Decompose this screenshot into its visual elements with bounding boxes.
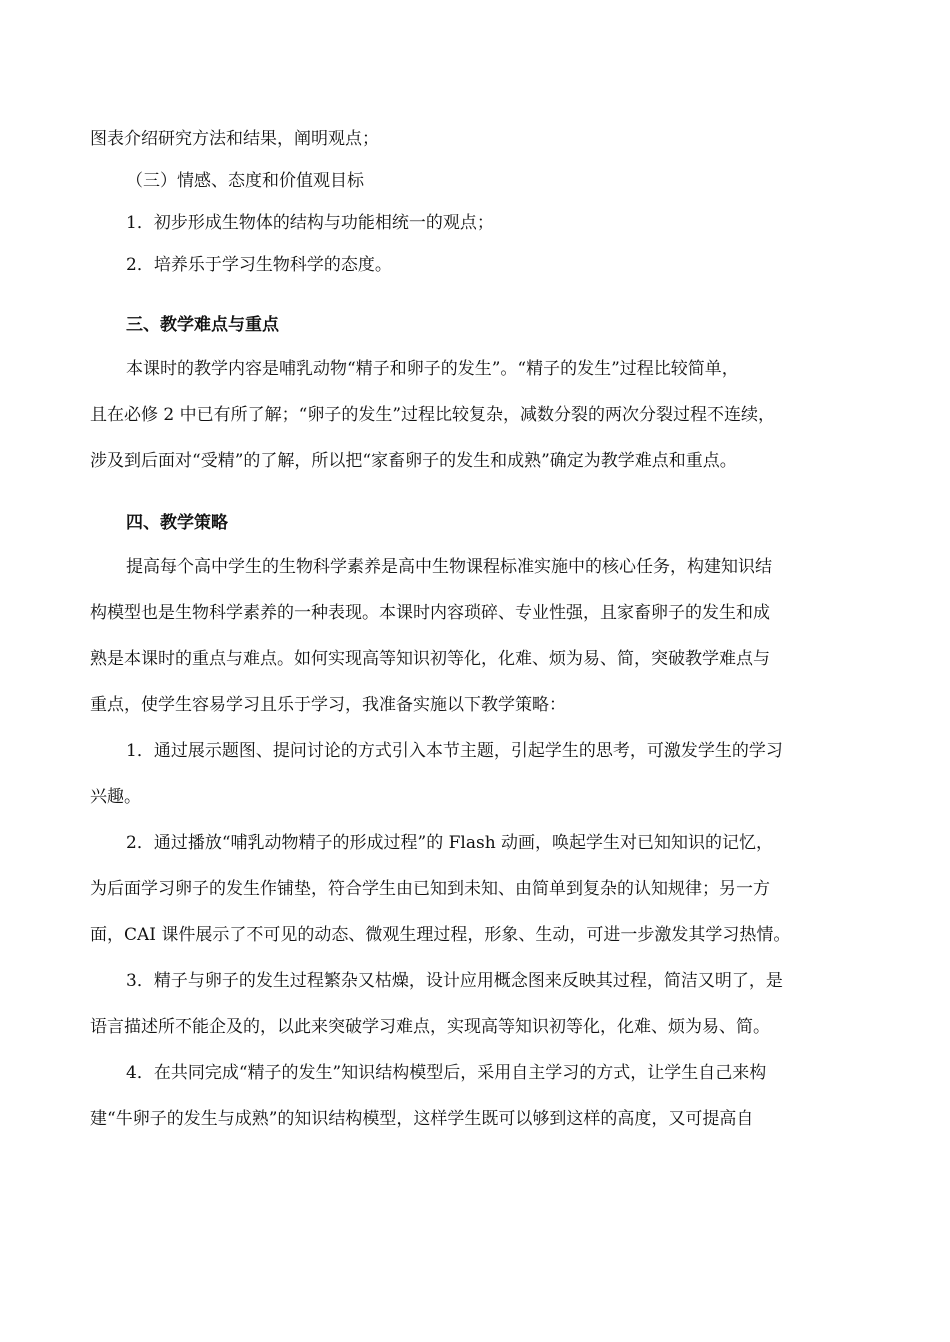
section-spacer bbox=[90, 286, 880, 304]
paragraph-strategy-intro bbox=[90, 544, 880, 728]
text-line: 1．初步形成生物体的结构与功能相统一的观点； bbox=[126, 213, 494, 233]
subsection-heading-emotion-goals bbox=[90, 160, 880, 202]
text-line: （三）情感、态度和价值观目标 bbox=[126, 171, 364, 191]
strategy-item-2 bbox=[90, 820, 880, 958]
text-line: 4．在共同完成“精子的发生”知识结构模型后，采用自主学习的方式，让学生自己来构 bbox=[126, 1063, 767, 1083]
text-line: 1．通过展示题图、提问讨论的方式引入本节主题，引起学生的思考，可激发学生的学习 bbox=[126, 741, 783, 761]
section-heading-strategy: 四、教学策略 bbox=[126, 513, 228, 533]
strategy-item-4 bbox=[90, 1050, 880, 1142]
paragraph-difficulties bbox=[90, 346, 880, 484]
text-line: 2．培养乐于学习生物科学的态度。 bbox=[126, 255, 392, 275]
text-line: 涉及到后面对“受精”的了解，所以把“家畜卵子的发生和成熟”确定为教学难点和重点。 bbox=[90, 451, 737, 471]
text-line: 兴趣。 bbox=[90, 787, 141, 807]
text-line: 2．通过播放“哺乳动物精子的形成过程”的 Flash 动画，唤起学生对已知知识的记忆， bbox=[126, 833, 774, 853]
text-line: 构模型也是生物科学素养的一种表现。本课时内容琐碎、专业性强，且家畜卵子的发生和成 bbox=[90, 603, 770, 623]
text-line: 面，CAI 课件展示了不可见的动态、微观生理过程，形象、生动，可进一步激发其学习热情。 bbox=[90, 925, 791, 945]
section-spacer bbox=[90, 484, 880, 502]
text-line: 3．精子与卵子的发生过程繁杂又枯燥，设计应用概念图来反映其过程，简洁又明了，是 bbox=[126, 971, 783, 991]
goal-item-2 bbox=[90, 244, 880, 286]
text-line: 熟是本课时的重点与难点。如何实现高等知识初等化，化难、烦为易、简，突破教学难点与 bbox=[90, 649, 770, 669]
goal-item-1 bbox=[90, 202, 880, 244]
strategy-item-3 bbox=[90, 958, 880, 1050]
section-heading-difficulties: 三、教学难点与重点 bbox=[126, 315, 279, 335]
text-line: 为后面学习卵子的发生作铺垫，符合学生由已知到未知、由简单到复杂的认知规律；另一方 bbox=[90, 879, 770, 899]
text-line: 且在必修 2 中已有所了解；“卵子的发生”过程比较复杂，减数分裂的两次分裂过程不连续， bbox=[90, 405, 776, 425]
text-line: 重点，使学生容易学习且乐于学习，我准备实施以下教学策略： bbox=[90, 695, 566, 715]
text-line: 语言描述所不能企及的，以此来突破学习难点，实现高等知识初等化，化难、烦为易、简。 bbox=[90, 1017, 770, 1037]
text-line: 本课时的教学内容是哺乳动物“精子和卵子的发生”。“精子的发生”过程比较简单， bbox=[126, 359, 739, 379]
strategy-item-1 bbox=[90, 728, 880, 820]
text-line: 提高每个高中学生的生物科学素养是高中生物课程标准实施中的核心任务，构建知识结 bbox=[126, 557, 772, 577]
paragraph-continuation bbox=[90, 118, 880, 160]
text-line: 图表介绍研究方法和结果，阐明观点； bbox=[90, 129, 379, 149]
document-body bbox=[90, 118, 880, 1142]
text-line: 建“牛卵子的发生与成熟”的知识结构模型，这样学生既可以够到这样的高度，又可提高自 bbox=[90, 1109, 754, 1129]
